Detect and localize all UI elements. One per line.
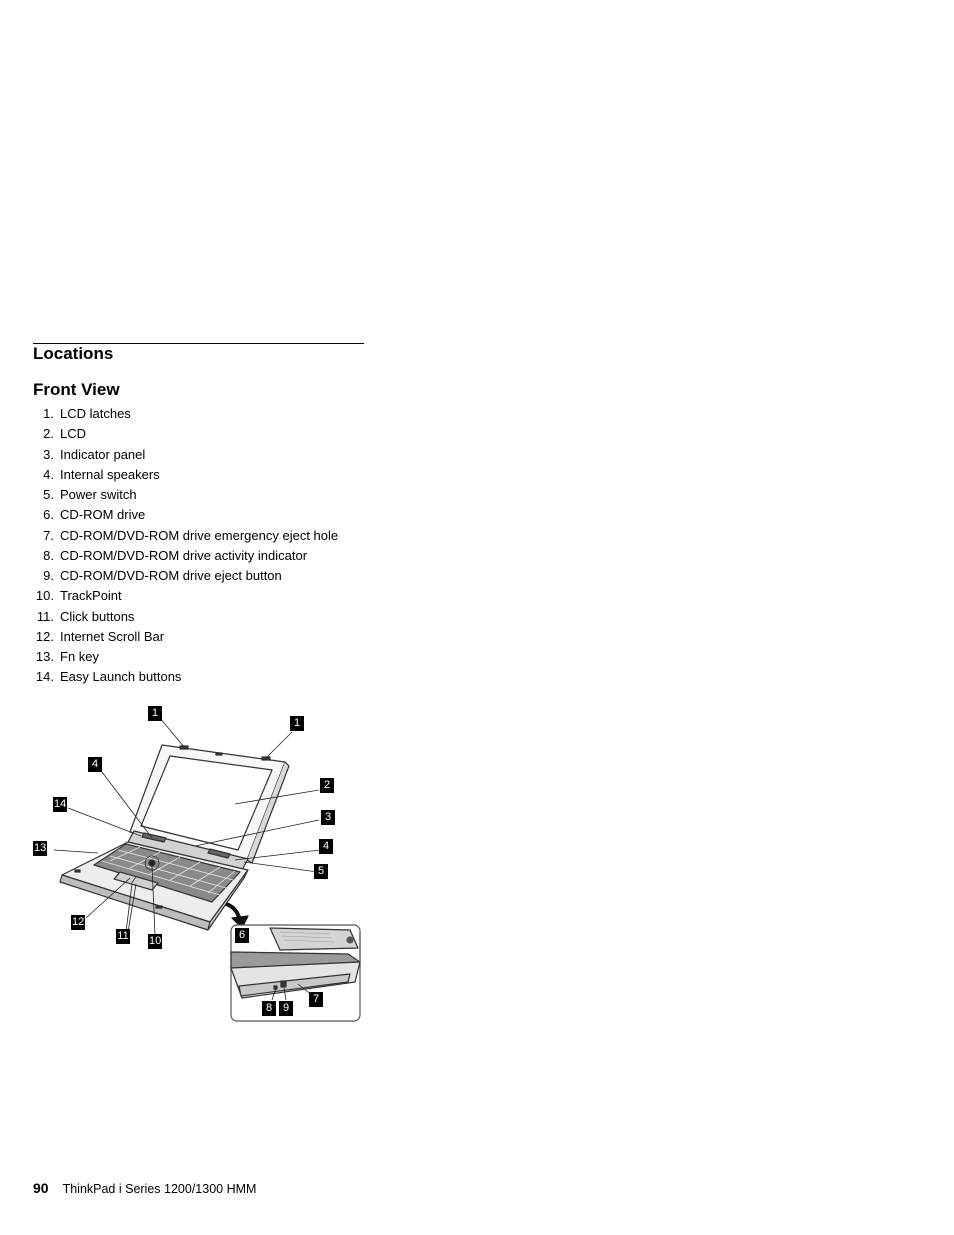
list-item: 4. Internal speakers — [43, 466, 160, 482]
callout-2: 2 — [320, 778, 334, 793]
list-item: 11. Click buttons — [36, 608, 135, 624]
callout-4-right: 4 — [319, 839, 333, 854]
list-item: 3. Indicator panel — [43, 446, 146, 462]
page-footer — [33, 1180, 256, 1196]
callout-1-left: 1 — [148, 706, 162, 721]
subsection-title: Front View — [33, 380, 120, 399]
book-title: ThinkPad i Series 1200/1300 HMM — [62, 1182, 257, 1196]
callout-14: 14 — [54, 798, 67, 810]
callout-1-right: 1 — [290, 716, 304, 731]
list-item: 9. CD-ROM/DVD-ROM drive eject button — [43, 568, 282, 583]
callout-8: 8 — [262, 1001, 276, 1016]
callout-3: 3 — [321, 810, 335, 825]
page-number: 90 — [33, 1180, 49, 1196]
callout-10: 10 — [149, 935, 162, 947]
callout-12: 12 — [72, 916, 85, 928]
trackpoint — [149, 860, 155, 866]
laptop-front-view-figure — [30, 700, 370, 1030]
callout-13: 13 — [34, 842, 47, 854]
callout-7: 7 — [309, 992, 323, 1007]
list-item: 10. TrackPoint — [35, 588, 122, 604]
list-item: 2. LCD — [43, 426, 87, 442]
list-item: 13. Fn key — [35, 649, 100, 664]
list-item: 8. CD-ROM/DVD-ROM drive activity indicator — [43, 547, 308, 563]
callout-9: 9 — [279, 1001, 293, 1016]
list-item: 1. LCD latches — [43, 406, 131, 421]
callout-5: 5 — [314, 864, 328, 879]
eject-button — [281, 981, 286, 987]
parts-list — [33, 404, 339, 688]
list-item: 5. Power switch — [43, 487, 137, 502]
callout-6: 6 — [235, 928, 249, 943]
list-item: 6. CD-ROM drive — [43, 507, 146, 523]
list-item: 7. CD-ROM/DVD-ROM drive emergency eject hole — [43, 527, 339, 543]
list-item: 14. Easy Launch buttons — [35, 669, 182, 685]
list-item: 12. Internet Scroll Bar — [35, 628, 165, 644]
section-title: Locations — [33, 344, 114, 363]
callout-11: 11 — [117, 930, 129, 942]
callout-4-left: 4 — [88, 757, 102, 772]
